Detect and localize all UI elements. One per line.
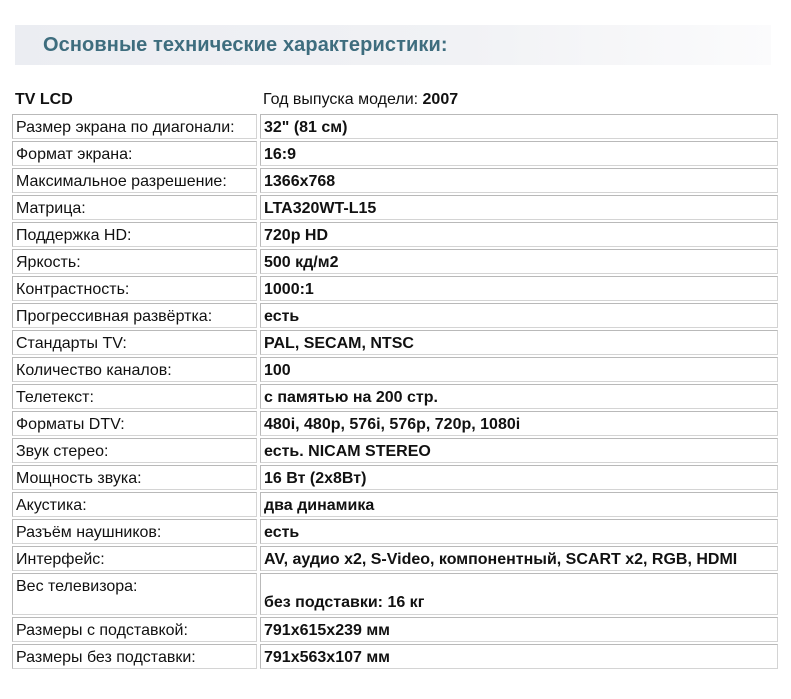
spec-row (12, 248, 778, 275)
spec-row (12, 302, 778, 329)
spec-label: Количество каналов: (12, 357, 257, 382)
spec-value: 1366x768 (260, 168, 778, 193)
spec-label: Форматы DTV: (12, 411, 257, 436)
spec-row (12, 616, 778, 643)
spec-value: 16:9 (260, 141, 778, 166)
spec-value: AV, аудио x2, S-Video, компонентный, SCART x2, RGB, HDMI (260, 546, 778, 571)
spec-value: 791x563x107 мм (260, 644, 778, 669)
spec-row (12, 383, 778, 410)
spec-value: 32" (81 см) (260, 114, 778, 139)
spec-row (12, 221, 778, 248)
spec-label: Максимальное разрешение: (12, 168, 257, 193)
spec-row (12, 518, 778, 545)
spec-label: Разъём наушников: (12, 519, 257, 544)
spec-row (12, 410, 778, 437)
spec-row (12, 194, 778, 221)
spec-label: Контрастность: (12, 276, 257, 301)
spec-value: два динамика (260, 492, 778, 517)
spec-value: 1000:1 (260, 276, 778, 301)
spec-row (12, 275, 778, 302)
spec-label: Размеры без подставки: (12, 644, 257, 669)
spec-row (12, 356, 778, 383)
spec-label: Интерфейс: (12, 546, 257, 571)
spec-label: Прогрессивная развёртка: (12, 303, 257, 328)
section-header (15, 25, 771, 65)
model-year-label: Год выпуска модели: (263, 91, 419, 108)
spec-value: 480i, 480p, 576i, 576p, 720p, 1080i (260, 411, 778, 436)
spec-label: Яркость: (12, 249, 257, 274)
spec-row (12, 643, 778, 670)
spec-row (12, 140, 778, 167)
spec-value: 720p HD (260, 222, 778, 247)
spec-row (12, 464, 778, 491)
spec-value: LTA320WT-L15 (260, 195, 778, 220)
spec-value: 500 кд/м2 (260, 249, 778, 274)
spec-row (12, 113, 778, 140)
spec-label: Стандарты TV: (12, 330, 257, 355)
spec-value: с памятью на 200 стр. (260, 384, 778, 409)
spec-value: есть. NICAM STEREO (260, 438, 778, 463)
spec-value: без подставки: 16 кг (260, 573, 778, 615)
spec-value: есть (260, 303, 778, 328)
spec-label: Матрица: (12, 195, 257, 220)
spec-table (12, 86, 778, 670)
spec-value: есть (260, 519, 778, 544)
product-type: TV LCD (15, 91, 73, 108)
section-title: Основные технические характеристики: (43, 34, 448, 56)
spec-label: Вес телевизора: (12, 573, 257, 615)
model-year (260, 87, 778, 112)
spec-label: Поддержка HD: (12, 222, 257, 247)
spec-label: Формат экрана: (12, 141, 257, 166)
spec-label: Телетекст: (12, 384, 257, 409)
spec-label: Размер экрана по диагонали: (12, 114, 257, 139)
spec-row (12, 572, 778, 616)
spec-label: Акустика: (12, 492, 257, 517)
spec-label: Звук стерео: (12, 438, 257, 463)
spec-row (12, 545, 778, 572)
spec-row (12, 329, 778, 356)
table-header-row (12, 86, 778, 113)
spec-label: Размеры с подставкой: (12, 617, 257, 642)
spec-value: 791x615x239 мм (260, 617, 778, 642)
spec-row (12, 167, 778, 194)
spec-value: 100 (260, 357, 778, 382)
spec-label: Мощность звука: (12, 465, 257, 490)
spec-value: 16 Вт (2x8Вт) (260, 465, 778, 490)
spec-row (12, 437, 778, 464)
spec-row (12, 491, 778, 518)
spec-value: PAL, SECAM, NTSC (260, 330, 778, 355)
model-year-value: 2007 (422, 91, 459, 108)
